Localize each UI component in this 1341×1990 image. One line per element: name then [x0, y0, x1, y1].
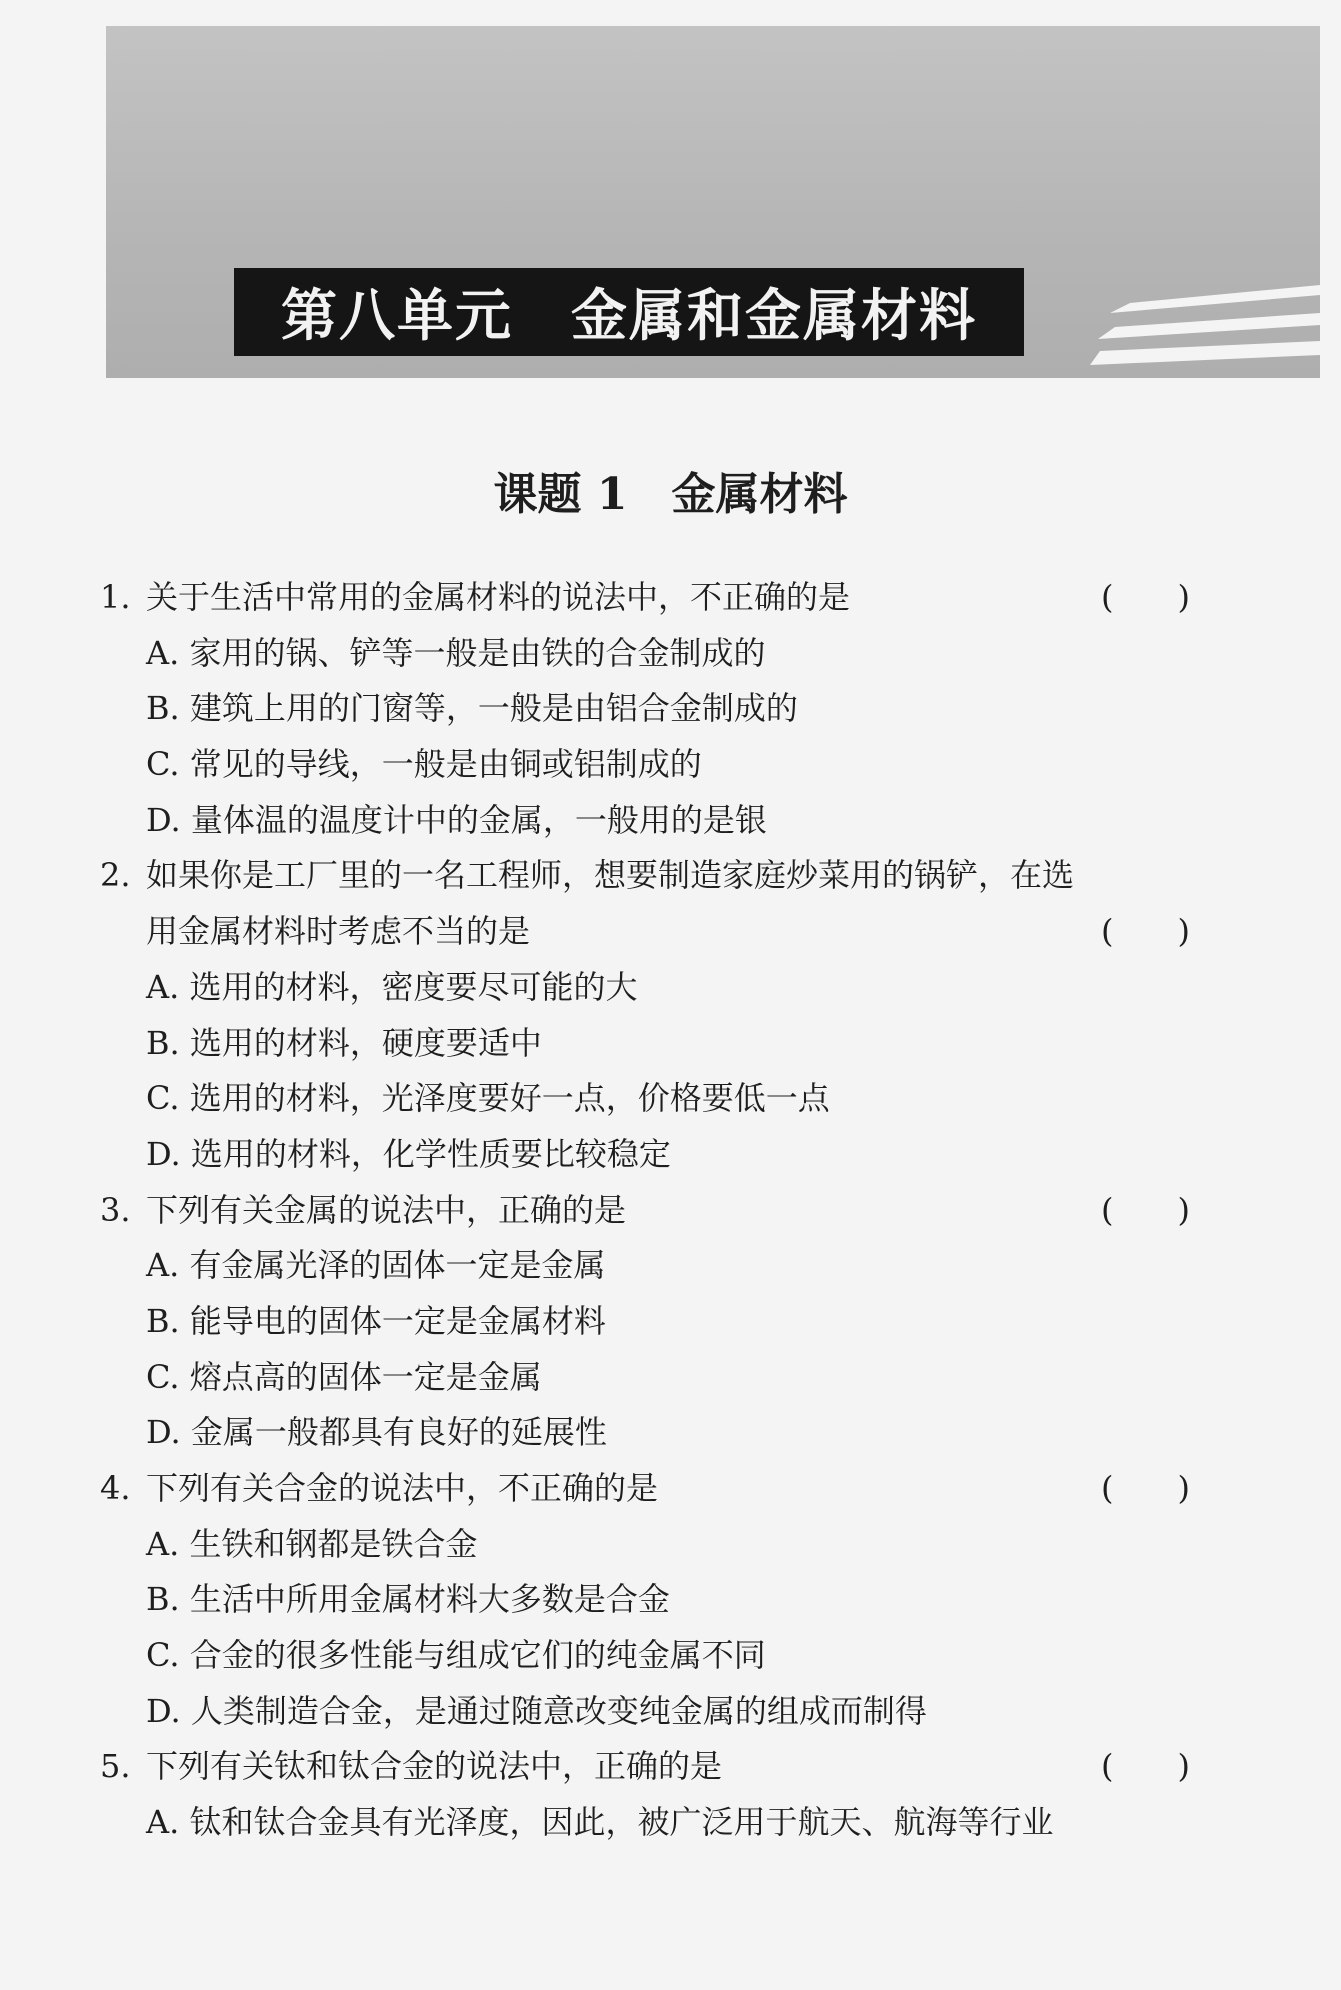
question-number: 3.	[100, 1190, 131, 1229]
answer-parentheses: ( )	[1101, 1747, 1190, 1786]
answer-option: C. 常见的导线，一般是由铜或铝制成的	[146, 745, 702, 784]
answer-parentheses: ( )	[1101, 1469, 1190, 1507]
question-number: 5.	[100, 1747, 131, 1786]
question-stem-text: 下列有关金属的说法中，正确的是	[146, 1190, 627, 1229]
answer-option: D. 选用的材料，化学性质要比较稳定	[146, 1134, 671, 1173]
answer-option: D. 人类制造合金，是通过随意改变纯金属的组成而制得	[146, 1691, 927, 1730]
answer-parentheses: ( )	[1101, 912, 1190, 951]
answer-option: D. 金属一般都具有良好的延展性	[146, 1413, 607, 1452]
question-stem-line	[100, 1461, 1190, 1517]
answer-option: D. 量体温的温度计中的金属，一般用的是银	[146, 800, 767, 839]
answer-option: C. 选用的材料，光泽度要好一点，价格要低一点	[146, 1079, 830, 1118]
question-stem-text: 下列有关合金的说法中，不正确的是	[146, 1469, 659, 1507]
question-stem-line	[100, 1739, 1190, 1795]
question-stem-line	[100, 848, 1190, 904]
question-stem-line	[100, 1183, 1190, 1239]
answer-option: B. 建筑上用的门窗等，一般是由铝合金制成的	[146, 689, 798, 728]
question-list	[100, 570, 1190, 1851]
answer-option: A. 生铁和钢都是铁合金	[146, 1524, 478, 1563]
question-number: 2.	[100, 856, 131, 895]
question-stem-text: 关于生活中常用的金属材料的说法中，不正确的是	[146, 578, 851, 616]
question-stem-text: 如果你是工厂里的一名工程师，想要制造家庭炒菜用的锅铲，在选	[146, 856, 1075, 895]
question-stem-line	[100, 904, 1190, 960]
question-stem-line	[100, 570, 1190, 626]
answer-parentheses: ( )	[1101, 1190, 1190, 1229]
answer-option: B. 能导电的固体一定是金属材料	[146, 1301, 606, 1340]
answer-option: A. 选用的材料，密度要尽可能的大	[146, 967, 638, 1006]
answer-option: A. 有金属光泽的固体一定是金属	[146, 1246, 606, 1285]
answer-parentheses: ( )	[1101, 578, 1190, 616]
answer-option: B. 生活中所用金属材料大多数是合金	[146, 1580, 670, 1619]
unit-title: 第八单元 金属和金属材料	[281, 284, 977, 349]
question-number: 4.	[100, 1469, 131, 1507]
answer-option: A. 钛和钛合金具有光泽度，因此，被广泛用于航天、航海等行业	[146, 1803, 1054, 1842]
lesson-title: 课题 1 金属材料	[493, 469, 848, 520]
question-number: 1.	[100, 578, 131, 616]
answer-option: C. 熔点高的固体一定是金属	[146, 1357, 542, 1396]
question-stem-text: 用金属材料时考虑不当的是	[146, 912, 531, 951]
banner-stripes-decoration	[1090, 285, 1320, 378]
answer-option: C. 合金的很多性能与组成它们的纯金属不同	[146, 1636, 766, 1675]
answer-option: A. 家用的锅、铲等一般是由铁的合金制成的	[146, 633, 766, 672]
unit-title-box	[234, 268, 1024, 356]
answer-option: B. 选用的材料，硬度要适中	[146, 1023, 542, 1062]
question-stem-text: 下列有关钛和钛合金的说法中，正确的是	[146, 1747, 723, 1786]
